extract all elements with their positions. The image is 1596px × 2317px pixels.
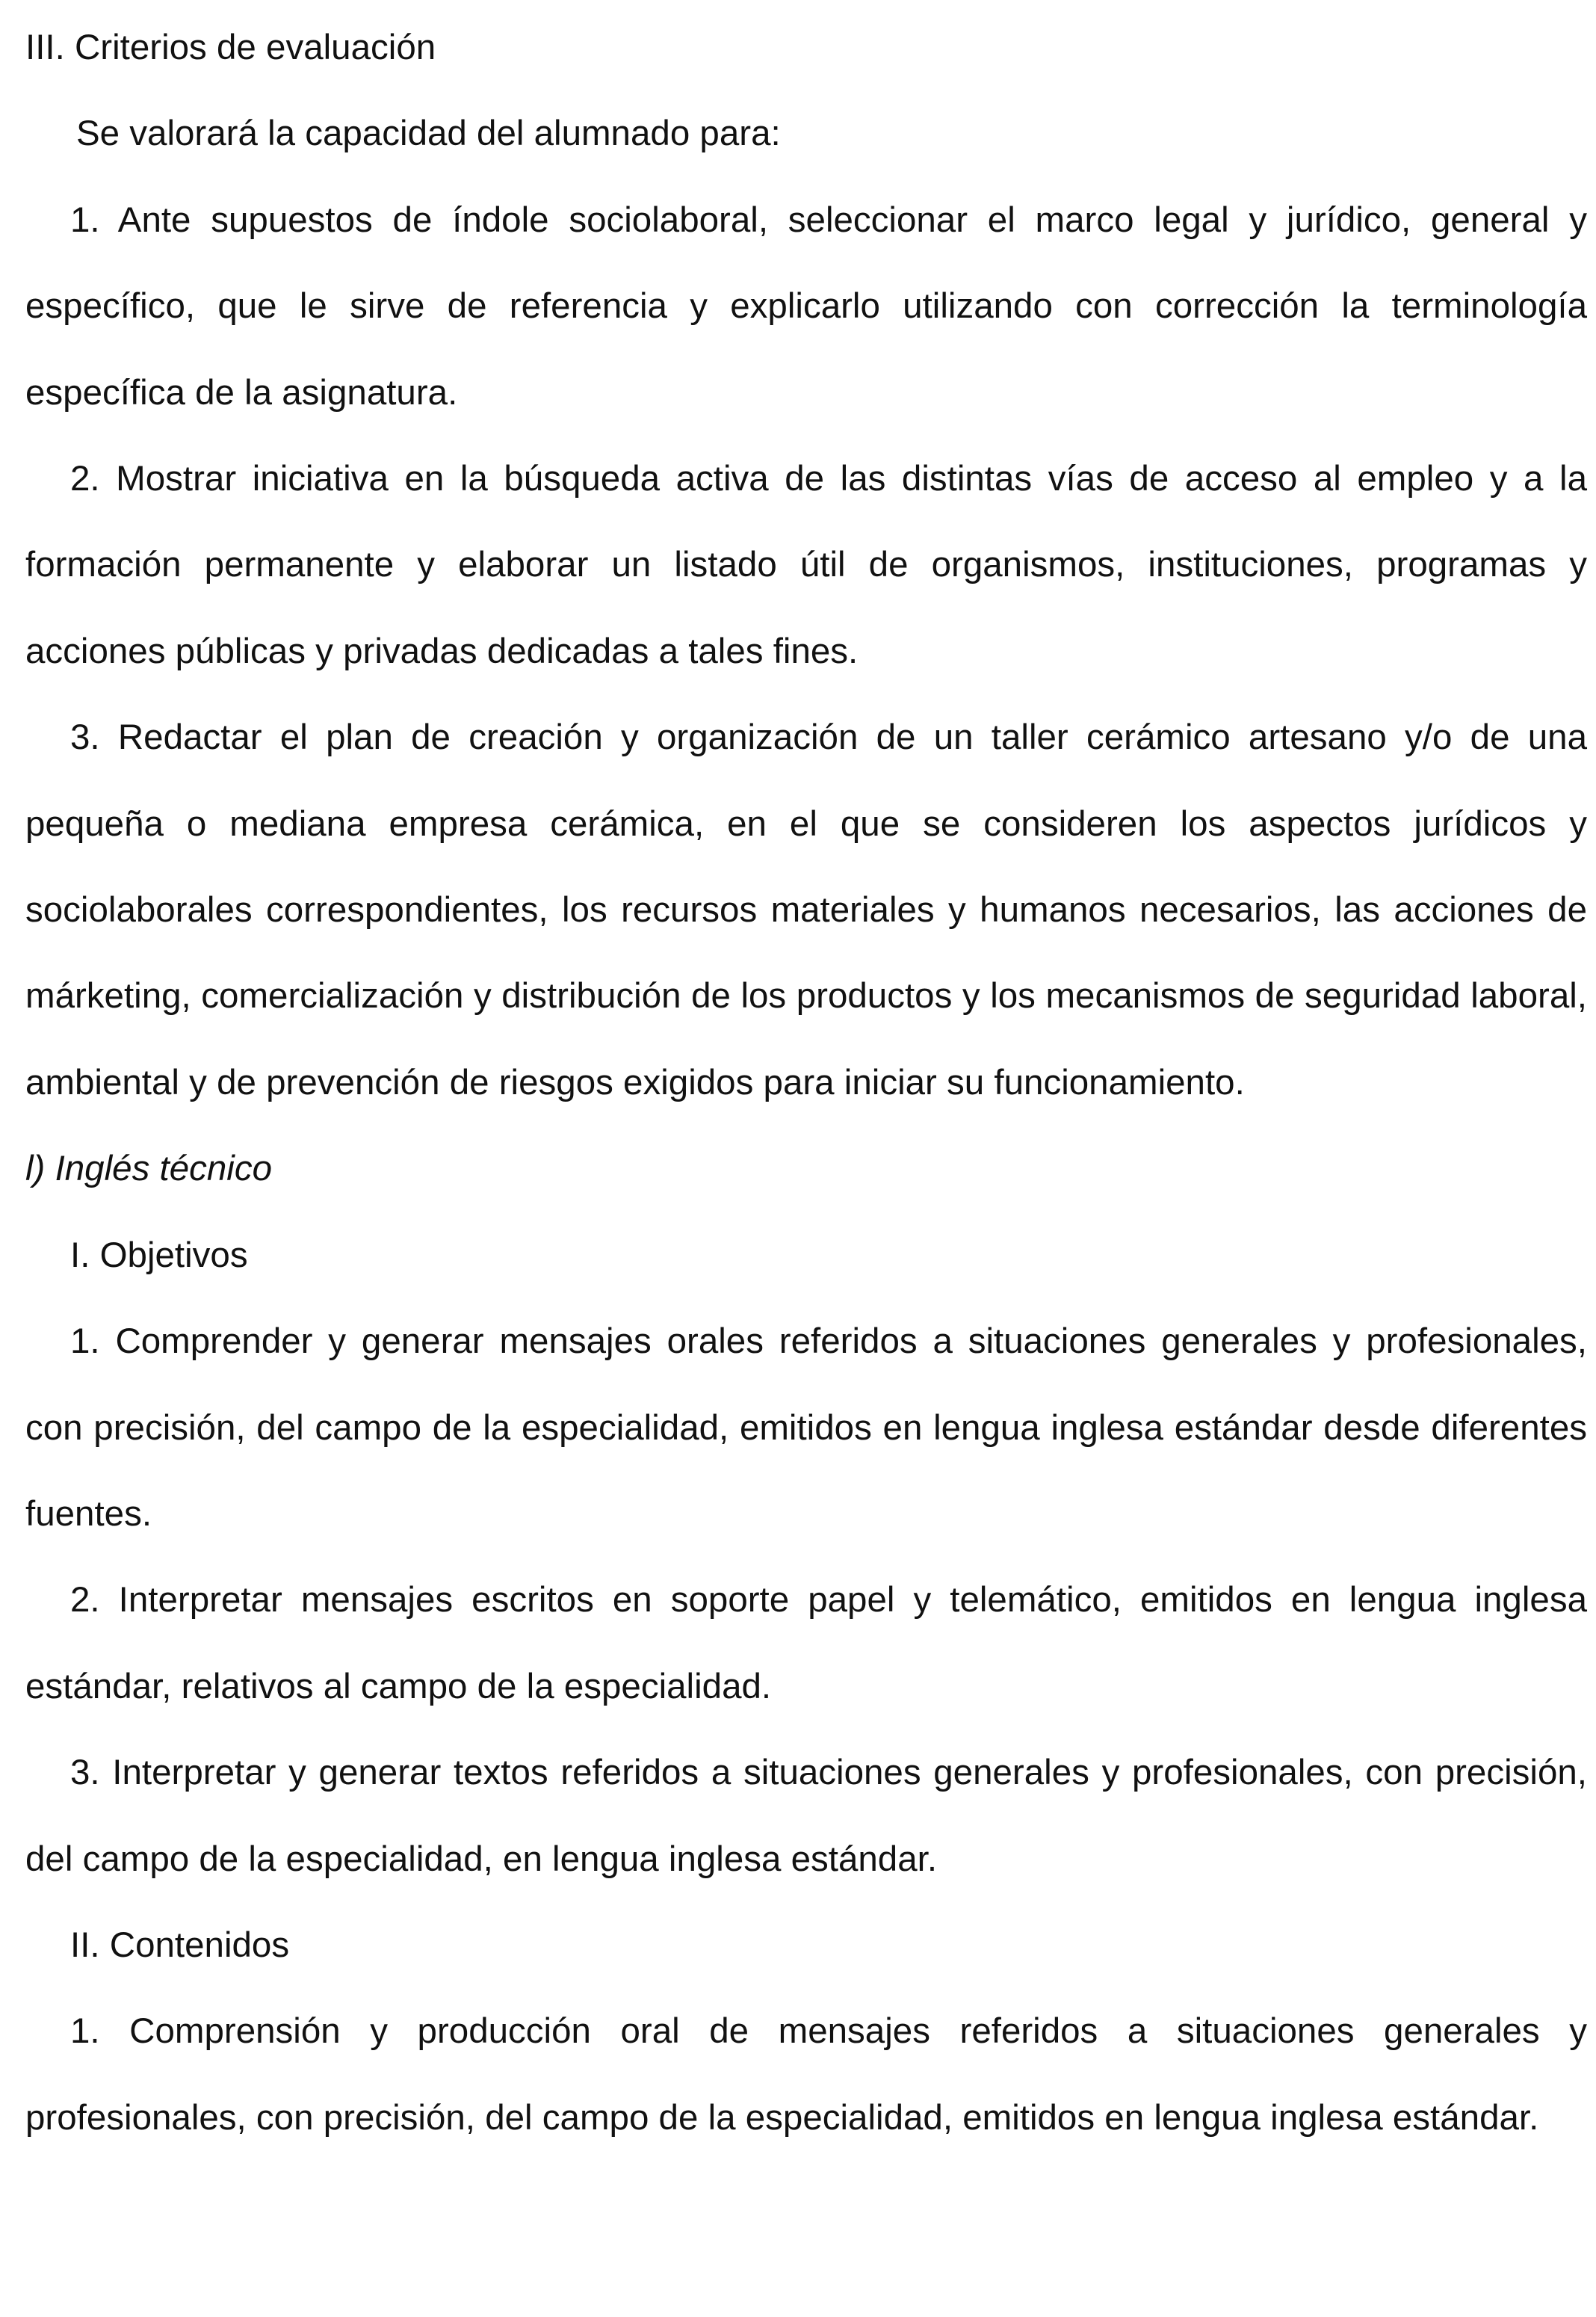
objective-item-3: 3. Interpretar y generar textos referidos a situaciones generales y profesionales, con precisión, del campo de la especialidad, en lengua inglesa estándar. — [25, 1753, 1587, 1879]
evaluation-item-3: 3. Redactar el plan de creación y organización de un taller cerámico artesano y/o de una pequeña o mediana empresa cerámica, en el que se consideren los aspectos jurídicos y sociolaborales correspondientes, los recursos materiales y humanos necesarios, las acciones de márketing, comercialización y distribución de los productos y los mecanismos de seguridad laboral, ambiental y de prevención de riesgos exigidos para iniciar su funcionamiento. — [25, 718, 1587, 1102]
objective-item-1: 1. Comprender y generar mensajes orales referidos a situaciones generales y profesionales, con precisión, del campo de la especialidad, emitidos en lengua inglesa estándar desde diferentes fuentes. — [25, 1321, 1587, 1534]
document-page — [25, 4, 1587, 2161]
evaluation-intro: Se valorará la capacidad del alumnado para: — [76, 114, 781, 154]
objectives-heading: I. Objetivos — [70, 1235, 248, 1275]
evaluation-item-1: 1. Ante supuestos de índole sociolaboral, seleccionar el marco legal y jurídico, general y específico, que le sirve de referencia y explicarlo utilizando con corrección la terminología específica de la asignatura. — [25, 200, 1587, 413]
evaluation-heading: III. Criterios de evaluación — [25, 28, 436, 67]
objective-item-2: 2. Interpretar mensajes escritos en soporte papel y telemático, emitidos en lengua inglesa estándar, relativos al campo de la especialidad. — [25, 1580, 1587, 1706]
evaluation-item-2: 2. Mostrar iniciativa en la búsqueda activa de las distintas vías de acceso al empleo y a la formación permanente y elaborar un listado útil de organismos, instituciones, programas y acciones públicas y privadas dedicadas a tales fines. — [25, 459, 1587, 671]
subject-title: l) Inglés técnico — [25, 1149, 273, 1189]
content-item-1: 1. Comprensión y producción oral de mensajes referidos a situaciones generales y profesionales, con precisión, del campo de la especialidad, emitidos en lengua inglesa estándar. — [25, 2011, 1587, 2138]
contents-heading: II. Contenidos — [70, 1925, 290, 1965]
